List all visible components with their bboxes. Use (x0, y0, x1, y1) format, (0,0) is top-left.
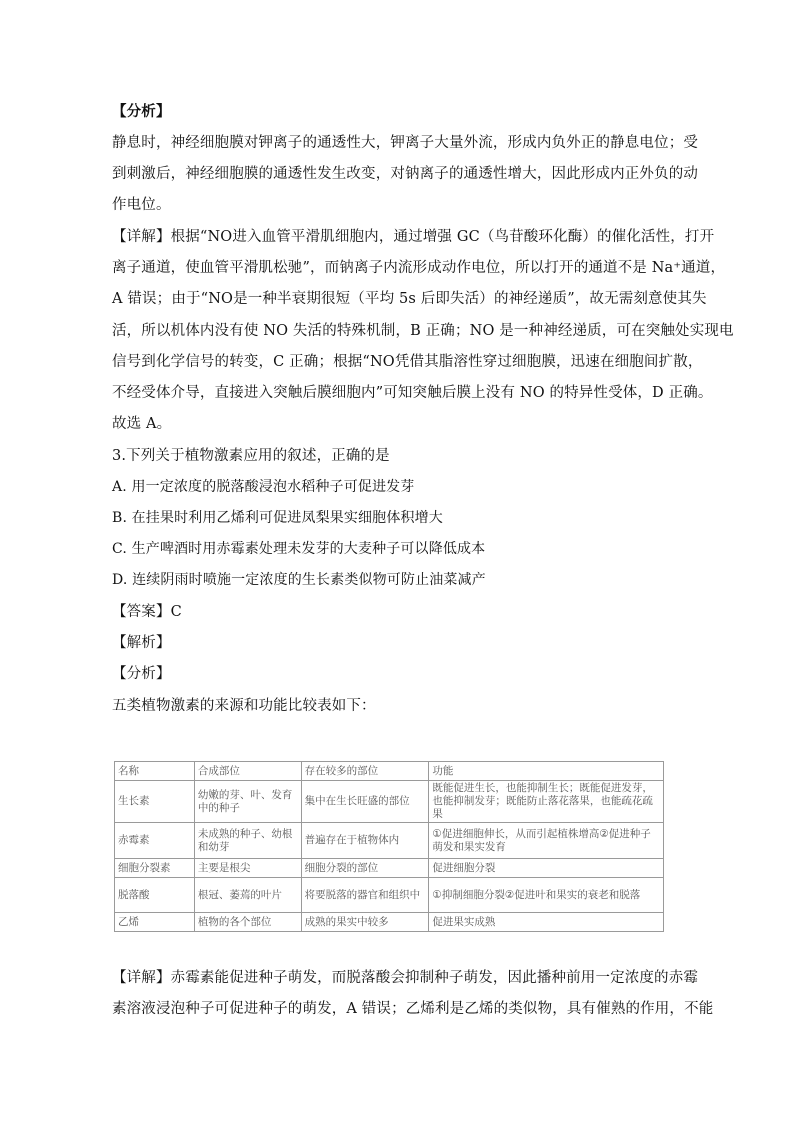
table-cell: 普遍存在于植物体内 (301, 823, 429, 859)
table-cell: 促进细胞分裂 (429, 859, 664, 878)
detail-text-line-8: 素溶液浸泡种子可促进种子的萌发，A 错误；乙烯利是乙烯的类似物，具有催熟的作用，不能 (112, 1001, 714, 1017)
table-cell: 根冠、萎蔫的叶片 (194, 878, 301, 913)
table-cell: 促进果实成熟 (429, 913, 664, 932)
detail-text-line-4: 活，所以机体内没有使 NO 失活的特殊机制，B 正确；NO 是一种神经递质，可在突触处实现电 (112, 323, 734, 339)
question-stem: 3.下列关于植物激素应用的叙述，正确的是 (112, 448, 390, 464)
table-row (115, 913, 664, 932)
answer-line: 【答案】C (112, 604, 182, 620)
option-a: A. 用一定浓度的脱落酸浸泡水稻种子可促进发芽 (112, 479, 415, 495)
detail-text-line-7: 【详解】赤霉素能促进种子萌发，而脱落酸会抑制种子萌发，因此播种前用一定浓度的赤霉 (112, 970, 698, 986)
detail-text-line-1: 【详解】根据“NO进入血管平滑肌细胞内，通过增强 GC（鸟苷酸环化酶）的催化活性，打开 (112, 229, 715, 245)
analysis-text-line-2: 到刺激后，神经细胞膜的通透性发生改变，对钠离子的通透性增大，因此形成内正外负的动 (112, 166, 698, 182)
table-row (115, 823, 664, 859)
detail-text-line-3: A 错误；由于“NO是一种半衰期很短（平均 5s 后即失活）的神经递质”，故无需刻意使其失 (112, 291, 707, 307)
detail-text-line-6: 不经受体介导，直接进入突触后膜细胞内”可知突触后膜上没有 NO 的特异性受体，D 正确。 (112, 385, 713, 401)
table-header-cell: 功能 (429, 762, 664, 781)
table-header-cell: 存在较多的部位 (301, 762, 429, 781)
table-row (115, 859, 664, 878)
choose-answer: 故选 A。 (112, 416, 172, 432)
table-cell: 生长素 (115, 781, 195, 823)
table-cell: 植物的各个部位 (194, 913, 301, 932)
table-cell: 细胞分裂素 (115, 859, 195, 878)
table-row (115, 878, 664, 913)
table-cell: 未成熟的种子、幼根和幼芽 (194, 823, 301, 859)
table-cell: ①促进细胞伸长，从而引起植株增高②促进种子萌发和果实发育 (429, 823, 664, 859)
table-cell: 既能促进生长，也能抑制生长；既能促进发芽，也能抑制发芽；既能防止落花落果，也能疏花疏果 (429, 781, 664, 823)
table-cell: 成熟的果实中较多 (301, 913, 429, 932)
analysis-text-line-3: 作电位。 (112, 197, 171, 213)
option-d: D. 连续阴雨时喷施一定浓度的生长素类似物可防止油菜减产 (112, 572, 486, 588)
explanation-heading: 【解析】 (112, 635, 171, 651)
table-cell: 幼嫩的芽、叶、发育中的种子 (194, 781, 301, 823)
table-cell: 将要脱落的器官和组织中 (301, 878, 429, 913)
analysis-heading: 【分析】 (112, 103, 171, 120)
table-cell: 主要是根尖 (194, 859, 301, 878)
table-header-cell: 合成部位 (194, 762, 301, 781)
table-cell: 细胞分裂的部位 (301, 859, 429, 878)
table-cell: 脱落酸 (115, 878, 195, 913)
table-row (115, 781, 664, 823)
table-cell: 集中在生长旺盛的部位 (301, 781, 429, 823)
table-intro: 五类植物激素的来源和功能比较表如下： (112, 698, 376, 714)
table-cell: 赤霉素 (115, 823, 195, 859)
analysis-text-line-1: 静息时，神经细胞膜对钾离子的通透性大，钾离子大量外流，形成内负外正的静息电位；受 (112, 135, 698, 151)
table-header-cell: 名称 (115, 762, 195, 781)
table-header-row (115, 762, 664, 781)
table-cell: 乙烯 (115, 913, 195, 932)
option-b: B. 在挂果时利用乙烯利可促进凤梨果实细胞体积增大 (112, 510, 443, 526)
table-cell: ①抑制细胞分裂②促进叶和果实的衰老和脱落 (429, 878, 664, 913)
detail-text-line-2: 离子通道，使血管平滑肌松驰”，而钠离子内流形成动作电位，所以打开的通道不是 Na⁺通道， (112, 260, 726, 276)
hormone-comparison-table (114, 761, 664, 932)
detail-text-line-5: 信号到化学信号的转变，C 正确；根据“NO凭借其脂溶性穿过细胞膜，迅速在细胞间扩散， (112, 354, 703, 370)
analysis-heading-2: 【分析】 (112, 666, 171, 682)
option-c: C. 生产啤酒时用赤霉素处理未发芽的大麦种子可以降低成本 (112, 541, 486, 557)
